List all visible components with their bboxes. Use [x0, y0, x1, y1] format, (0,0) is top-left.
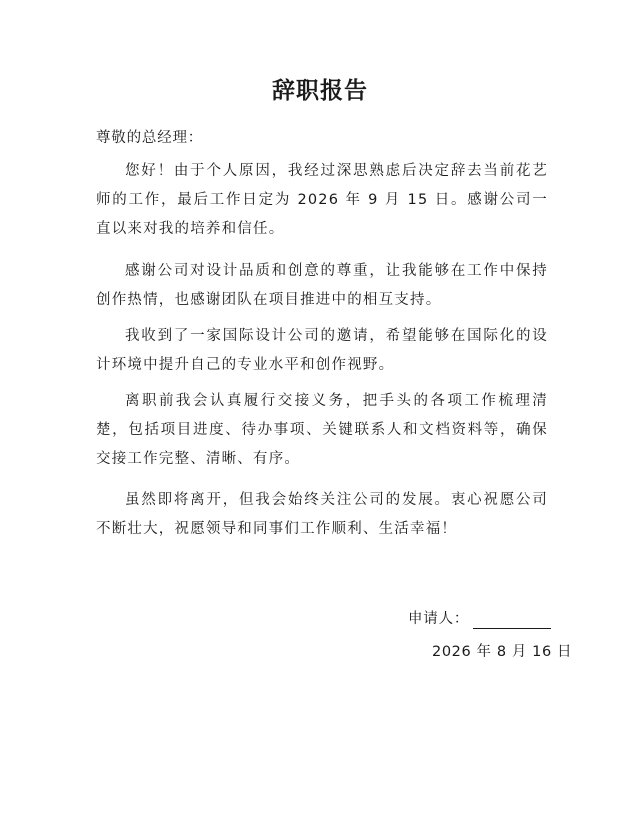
- paragraph-reason: 您好！由于个人原因，我经过深思熟虑后决定辞去当前花艺师的工作，最后工作日定为 2026 年 9 月 15 日。感谢公司一直以来对我的培养和信任。: [96, 163, 548, 237]
- paragraph-handover: 离职前我会认真履行交接义务，把手头的各项工作梳理清楚，包括项目进度、待办事项、关键联系人和文档资料等，确保交接工作完整、清晰、有序。: [96, 393, 548, 467]
- paragraph-new-opportunity: 我收到了一家国际设计公司的邀请，希望能够在国际化的设计环境中提升自己的专业水平和创作视野。: [96, 328, 548, 373]
- signature-label: 申请人：: [408, 611, 470, 627]
- salutation: 尊敬的总经理：: [96, 130, 204, 146]
- document-title: 辞职报告: [272, 78, 368, 104]
- signature-block: [408, 609, 551, 629]
- paragraph-closing: 虽然即将离开，但我会始终关注公司的发展。衷心祝愿公司不断壮大，祝愿领导和同事们工作顺利、生活幸福！: [96, 492, 548, 537]
- document-date: 2026 年 8 月 16 日: [432, 644, 573, 660]
- paragraph-thanks: 感谢公司对设计品质和创意的尊重，让我能够在工作中保持创作热情，也感谢团队在项目推进中的相互支持。: [96, 263, 548, 308]
- signature-line: [473, 614, 551, 629]
